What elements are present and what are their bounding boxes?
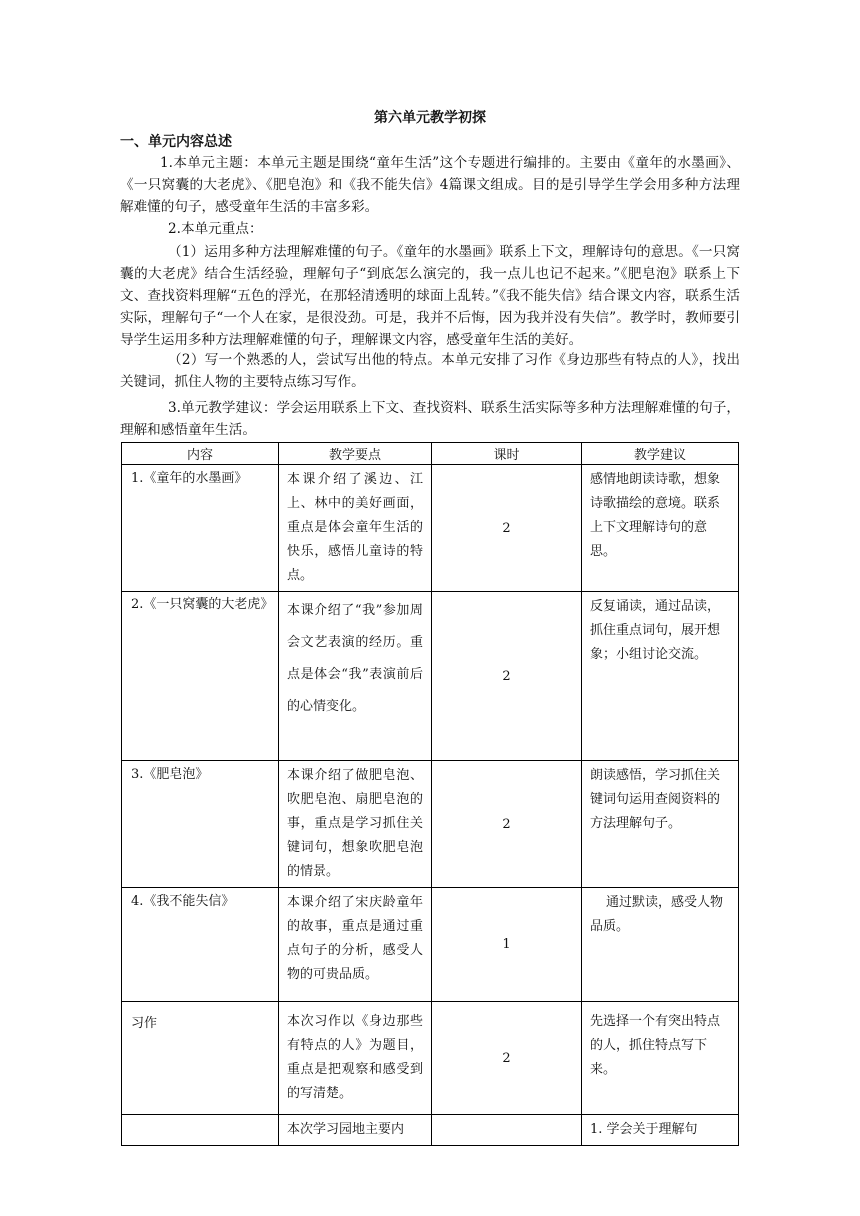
cell-hours <box>432 1115 582 1146</box>
table-row <box>122 1115 739 1146</box>
cell-content: 1.《童年的水墨画》 <box>122 465 279 592</box>
cell-suggestion: 反复诵读，通过品读，抓住重点词句，展开想象；小组讨论交流。 <box>582 592 739 761</box>
cell-hours: 2 <box>432 761 582 888</box>
cell-content: 习作 <box>122 1002 279 1115</box>
cell-content: 4.《我不能失信》 <box>122 888 279 1002</box>
header-key-points: 教学要点 <box>279 443 432 465</box>
table-row <box>122 1002 739 1115</box>
table-row <box>122 592 739 761</box>
cell-content <box>122 1115 279 1146</box>
cell-suggestion: 1. 学会关于理解句 <box>582 1115 739 1146</box>
table-header-row <box>122 443 739 465</box>
lesson-table <box>121 442 739 1146</box>
paragraph-focus-1: （1）运用多种方法理解难懂的句子。《童年的水墨画》联系上下文，理解诗句的意思。《一只窝囊的大老虎》结合生活经验，理解句子“到底怎么演完的，我一点儿也记不起来。”《肥皂泡》联系上下文、查找资料理解“五色的浮光，在那轻清透明的球面上乱转。”《我不能失信》结合课文内容，联系生活实际，理解句子“一个人在家，是很没劲。可是，我并不后悔，因为我并没有失信”。教学时，教师要引导学生运用多种方法理解难懂的句子，理解课文内容，感受童年生活的美好。 <box>120 244 740 348</box>
paragraph-focus-2: （2）写一个熟悉的人，尝试写出他的特点。本单元安排了习作《身边那些有特点的人》，找出关键词，抓住人物的主要特点练习写作。 <box>120 352 740 390</box>
paragraph-focus-heading: 2.本单元重点： <box>168 221 263 237</box>
cell-hours: 2 <box>432 592 582 761</box>
header-content: 内容 <box>122 443 279 465</box>
section-heading: 一、单元内容总述 <box>120 134 232 150</box>
cell-content: 3.《肥皂泡》 <box>122 761 279 888</box>
table-row <box>122 888 739 1002</box>
cell-suggestion: 感情地朗读诗歌，想象诗歌描绘的意境。联系上下文理解诗句的意思。 <box>582 465 739 592</box>
cell-key-points: 本次学习园地主要内 <box>279 1115 432 1146</box>
document-title: 第六单元教学初探 <box>374 110 486 126</box>
header-hours: 课时 <box>432 443 582 465</box>
cell-hours: 1 <box>432 888 582 1002</box>
cell-hours: 2 <box>432 1002 582 1115</box>
cell-key-points: 本次习作以《身边那些有特点的人》为题目，重点是把观察和感受到的写清楚。 <box>279 1002 432 1115</box>
cell-suggestion: 先选择一个有突出特点的人，抓住特点写下来。 <box>582 1002 739 1115</box>
cell-key-points: 本课介绍了溪边、江上、林中的美好画面，重点是体会童年生活的快乐，感悟儿童诗的特点。 <box>279 465 432 592</box>
cell-key-points: 本课介绍了宋庆龄童年的故事，重点是通过重点句子的分析，感受人物的可贵品质。 <box>279 888 432 1002</box>
cell-suggestion: 通过默读，感受人物品质。 <box>582 888 739 1002</box>
cell-key-points: 本课介绍了“我”参加周会文艺表演的经历。重点是体会“我”表演前后的心情变化。 <box>279 592 432 761</box>
cell-key-points: 本课介绍了做肥皂泡、吹肥皂泡、扇肥皂泡的事，重点是学习抓住关键词句，想象吹肥皂泡的情景。 <box>279 761 432 888</box>
cell-hours: 2 <box>432 465 582 592</box>
cell-suggestion: 朗读感悟，学习抓住关键词句运用查阅资料的方法理解句子。 <box>582 761 739 888</box>
header-suggestions: 教学建议 <box>582 443 739 465</box>
paragraph-theme: 1.本单元主题：本单元主题是围绕“童年生活”这个专题进行编排的。主要由《童年的水墨画》、《一只窝囊的大老虎》、《肥皂泡》和《我不能失信》4篇课文组成。目的是引导学生学会用多种方法理解难懂的句子，感受童年生活的丰富多彩。 <box>120 155 740 215</box>
table-row <box>122 761 739 888</box>
cell-content: 2.《一只窝囊的大老虎》 <box>122 592 279 761</box>
paragraph-suggestion: 3.单元教学建议：学会运用联系上下文、查找资料、联系生活实际等多种方法理解难懂的句子，理解和感悟童年生活。 <box>120 400 740 438</box>
table-row <box>122 465 739 592</box>
